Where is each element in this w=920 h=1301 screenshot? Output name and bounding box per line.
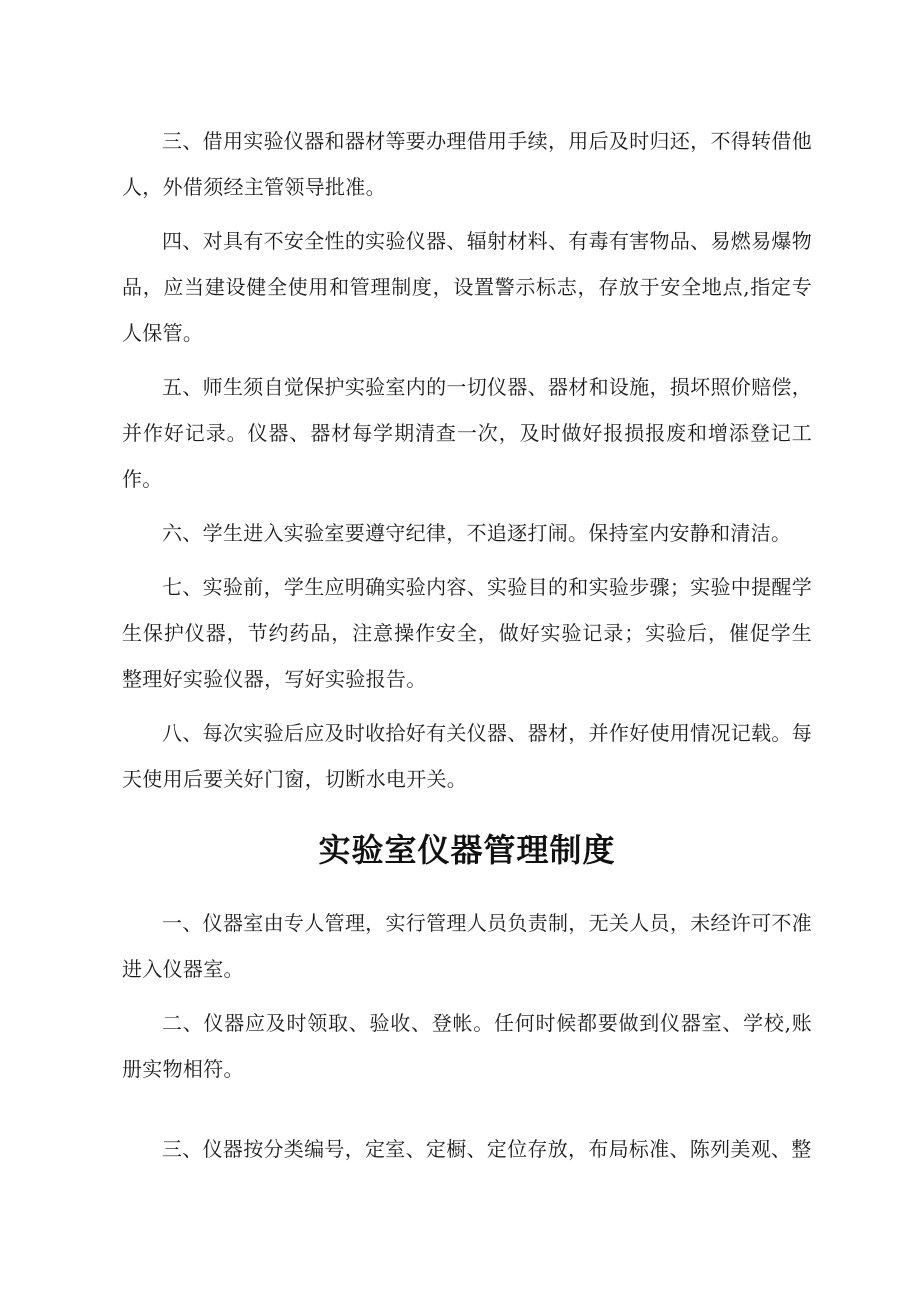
paragraph-item-3: 三、借用实验仪器和器材等要办理借用手续，用后及时归还，不得转借他人，外借须经主管领导批准。 xyxy=(122,129,812,199)
paragraph-item-4: 四、对具有不安全性的实验仪器、辐射材料、有毒有害物品、易燃易爆物品，应当建设健全使用和管理制度，设置警示标志，存放于安全地点,指定专人保管。 xyxy=(122,229,812,345)
rule-item-3: 三、仪器按分类编号，定室、定橱、定位存放，布局标准、陈列美观、整 xyxy=(162,1137,812,1161)
rule-item-2: 二、仪器应及时领取、验收、登帐。任何时候都要做到仪器室、学校,账册实物相符。 xyxy=(122,1011,812,1081)
paragraph-item-6: 六、学生进入实验室要遵守纪律，不追逐打闹。保持室内安静和清洁。 xyxy=(162,521,792,545)
paragraph-gap xyxy=(122,1100,812,1126)
paragraph-item-7: 七、实验前，学生应明确实验内容、实验目的和实验步骤；实验中提醒学生保护仪器，节约药品，注意操作安全，做好实验记录；实验后，催促学生整理好实验仪器，写好实验报告。 xyxy=(122,575,812,691)
rule-item-1: 一、仪器室由专人管理，实行管理人员负责制，无关人员，未经许可不准进入仪器室。 xyxy=(122,911,812,981)
paragraph-item-5: 五、师生须自觉保护实验室内的一切仪器、器材和设施，损坏照价赔偿，并作好记录。仪器、器材每学期清查一次，及时做好报损报废和增添登记工作。 xyxy=(122,375,812,491)
document-body xyxy=(122,118,812,1180)
paragraph-item-8: 八、每次实验后应及时收拾好有关仪器、器材，并作好使用情况记载。每天使用后要关好门窗，切断水电开关。 xyxy=(122,721,812,791)
section-title: 实验室仪器管理制度 xyxy=(318,831,616,869)
